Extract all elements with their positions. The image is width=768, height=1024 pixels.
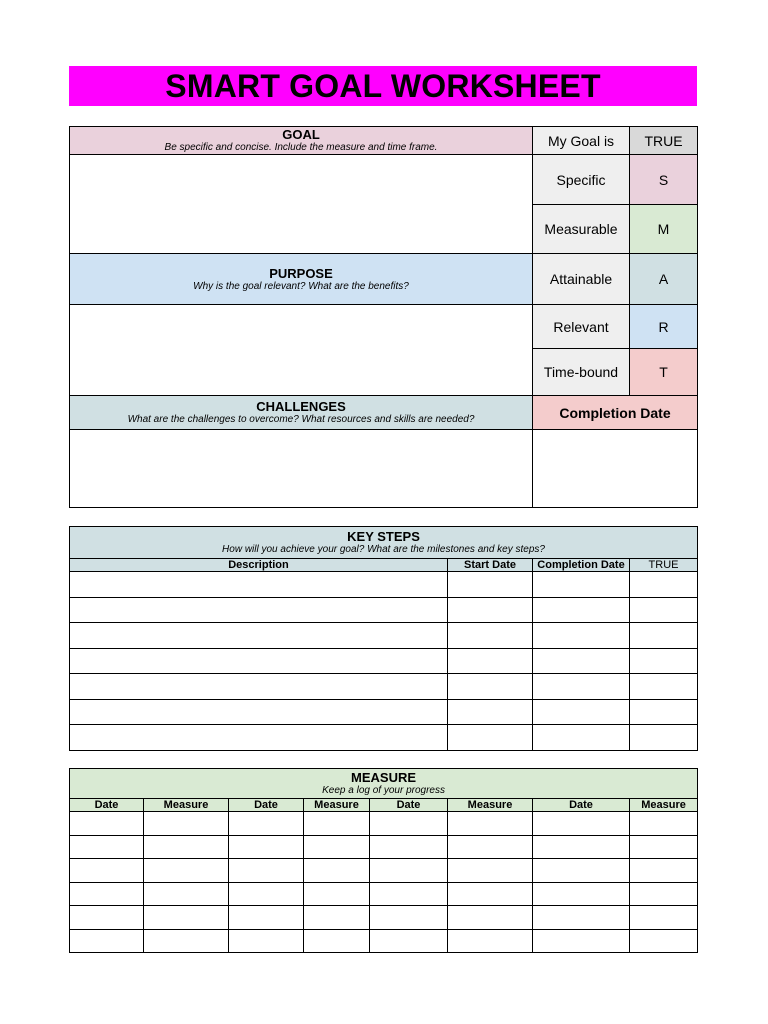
col-completion-date: Completion Date [533,559,630,572]
measure-value-cell[interactable] [630,906,698,930]
key-steps-title: KEY STEPS [347,529,420,544]
completion-date-cell[interactable] [533,725,630,751]
col-start-date: Start Date [448,559,533,572]
measure-date-cell[interactable] [70,835,144,859]
measure-row [70,906,698,930]
measure-value-cell[interactable] [144,929,229,953]
true-cell[interactable] [630,648,698,674]
attainable-letter[interactable]: A [630,254,698,305]
measurable-label: Measurable [533,205,630,254]
measure-col-date: Date [370,799,448,812]
description-cell[interactable] [70,699,448,725]
my-goal-is-label: My Goal is [533,127,630,155]
measure-table [69,768,698,953]
measure-value-cell[interactable] [144,906,229,930]
start-date-cell[interactable] [448,572,533,598]
goal-input-area[interactable] [70,155,533,254]
key-step-row [70,572,698,598]
measurable-letter[interactable]: M [630,205,698,254]
measure-date-cell[interactable] [229,835,304,859]
measure-value-cell[interactable] [144,859,229,883]
measure-col-measure: Measure [630,799,698,812]
measure-date-cell[interactable] [533,906,630,930]
measure-value-cell[interactable] [630,812,698,836]
specific-label: Specific [533,155,630,205]
measure-col-date: Date [229,799,304,812]
challenges-header [70,396,533,430]
key-step-row [70,648,698,674]
col-description: Description [70,559,448,572]
true-header: TRUE [630,127,698,155]
description-cell[interactable] [70,623,448,649]
true-cell[interactable] [630,623,698,649]
true-cell[interactable] [630,725,698,751]
true-cell[interactable] [630,597,698,623]
measure-date-cell[interactable] [370,929,448,953]
start-date-cell[interactable] [448,674,533,700]
purpose-header [70,254,533,305]
challenges-title: CHALLENGES [256,399,346,414]
measure-value-cell[interactable] [304,929,370,953]
measure-value-cell[interactable] [448,882,533,906]
key-step-row [70,623,698,649]
start-date-cell[interactable] [448,597,533,623]
measure-col-measure: Measure [144,799,229,812]
description-cell[interactable] [70,674,448,700]
key-steps-table [69,526,698,751]
measure-row [70,882,698,906]
goal-subtitle: Be specific and concise. Include the measure and time frame. [164,142,438,153]
measure-date-cell[interactable] [533,812,630,836]
start-date-cell[interactable] [448,623,533,649]
worksheet-title-bar [69,66,697,106]
challenges-input-area[interactable] [70,430,533,508]
measure-value-cell[interactable] [448,859,533,883]
measure-date-cell[interactable] [370,859,448,883]
completion-date-cell[interactable] [533,572,630,598]
measure-date-cell[interactable] [533,882,630,906]
description-cell[interactable] [70,648,448,674]
completion-date-cell[interactable] [533,699,630,725]
measure-date-cell[interactable] [70,859,144,883]
key-steps-header [70,527,698,559]
measure-value-cell[interactable] [630,882,698,906]
measure-subtitle: Keep a log of your progress [322,785,445,796]
measure-date-cell[interactable] [229,812,304,836]
measure-date-cell[interactable] [229,929,304,953]
measure-value-cell[interactable] [304,859,370,883]
time-bound-letter[interactable]: T [630,349,698,396]
measure-value-cell[interactable] [448,812,533,836]
measure-col-measure: Measure [448,799,533,812]
measure-body [70,812,698,953]
measure-date-cell[interactable] [533,929,630,953]
description-cell[interactable] [70,572,448,598]
measure-value-cell[interactable] [448,929,533,953]
start-date-cell[interactable] [448,725,533,751]
measure-date-cell[interactable] [70,929,144,953]
measure-col-date: Date [533,799,630,812]
measure-value-cell[interactable] [304,812,370,836]
measure-date-cell[interactable] [370,835,448,859]
completion-date-cell[interactable] [533,648,630,674]
measure-col-date: Date [70,799,144,812]
measure-date-cell[interactable] [229,906,304,930]
measure-value-cell[interactable] [304,906,370,930]
completion-date-label: Completion Date [533,396,698,430]
key-steps-subtitle: How will you achieve your goal? What are the milestones and key steps? [222,544,545,555]
measure-date-cell[interactable] [370,882,448,906]
measure-date-cell[interactable] [70,882,144,906]
col-true: TRUE [630,559,698,572]
measure-value-cell[interactable] [304,882,370,906]
completion-date-cell[interactable] [533,623,630,649]
measure-value-cell[interactable] [630,835,698,859]
measure-value-cell[interactable] [448,906,533,930]
measure-value-cell[interactable] [144,835,229,859]
description-cell[interactable] [70,725,448,751]
measure-value-cell[interactable] [630,929,698,953]
completion-date-cell[interactable] [533,597,630,623]
description-cell[interactable] [70,597,448,623]
key-step-row [70,699,698,725]
measure-date-cell[interactable] [70,812,144,836]
true-cell[interactable] [630,572,698,598]
challenges-subtitle: What are the challenges to overcome? What resources and skills are needed? [127,414,475,425]
measure-date-cell[interactable] [229,859,304,883]
attainable-label: Attainable [533,254,630,305]
start-date-cell[interactable] [448,648,533,674]
goal-title: GOAL [282,127,320,142]
key-step-row [70,597,698,623]
purpose-subtitle: Why is the goal relevant? What are the benefits? [193,280,409,292]
key-steps-body [70,572,698,751]
measure-row [70,859,698,883]
measure-value-cell[interactable] [630,859,698,883]
relevant-letter[interactable]: R [630,305,698,349]
measure-value-cell[interactable] [448,835,533,859]
measure-title: MEASURE [351,770,417,785]
true-cell[interactable] [630,674,698,700]
measure-value-cell[interactable] [144,882,229,906]
measure-row [70,929,698,953]
goal-table [69,126,698,508]
measure-row [70,835,698,859]
start-date-cell[interactable] [448,699,533,725]
measure-value-cell[interactable] [144,812,229,836]
worksheet-title: SMART GOAL WORKSHEET [165,67,601,104]
relevant-label: Relevant [533,305,630,349]
measure-date-cell[interactable] [370,812,448,836]
key-step-row [70,725,698,751]
purpose-input-area[interactable] [70,305,533,396]
measure-row [70,812,698,836]
measure-header [70,769,698,799]
measure-date-cell[interactable] [370,906,448,930]
completion-date-input[interactable] [533,430,698,508]
measure-col-measure: Measure [304,799,370,812]
true-cell[interactable] [630,699,698,725]
measure-date-cell[interactable] [533,859,630,883]
goal-header [70,127,533,155]
time-bound-label: Time-bound [533,349,630,396]
completion-date-cell[interactable] [533,674,630,700]
purpose-title: PURPOSE [269,265,333,281]
measure-date-cell[interactable] [229,882,304,906]
key-step-row [70,674,698,700]
specific-letter[interactable]: S [630,155,698,205]
measure-date-cell[interactable] [70,906,144,930]
measure-value-cell[interactable] [304,835,370,859]
measure-date-cell[interactable] [533,835,630,859]
